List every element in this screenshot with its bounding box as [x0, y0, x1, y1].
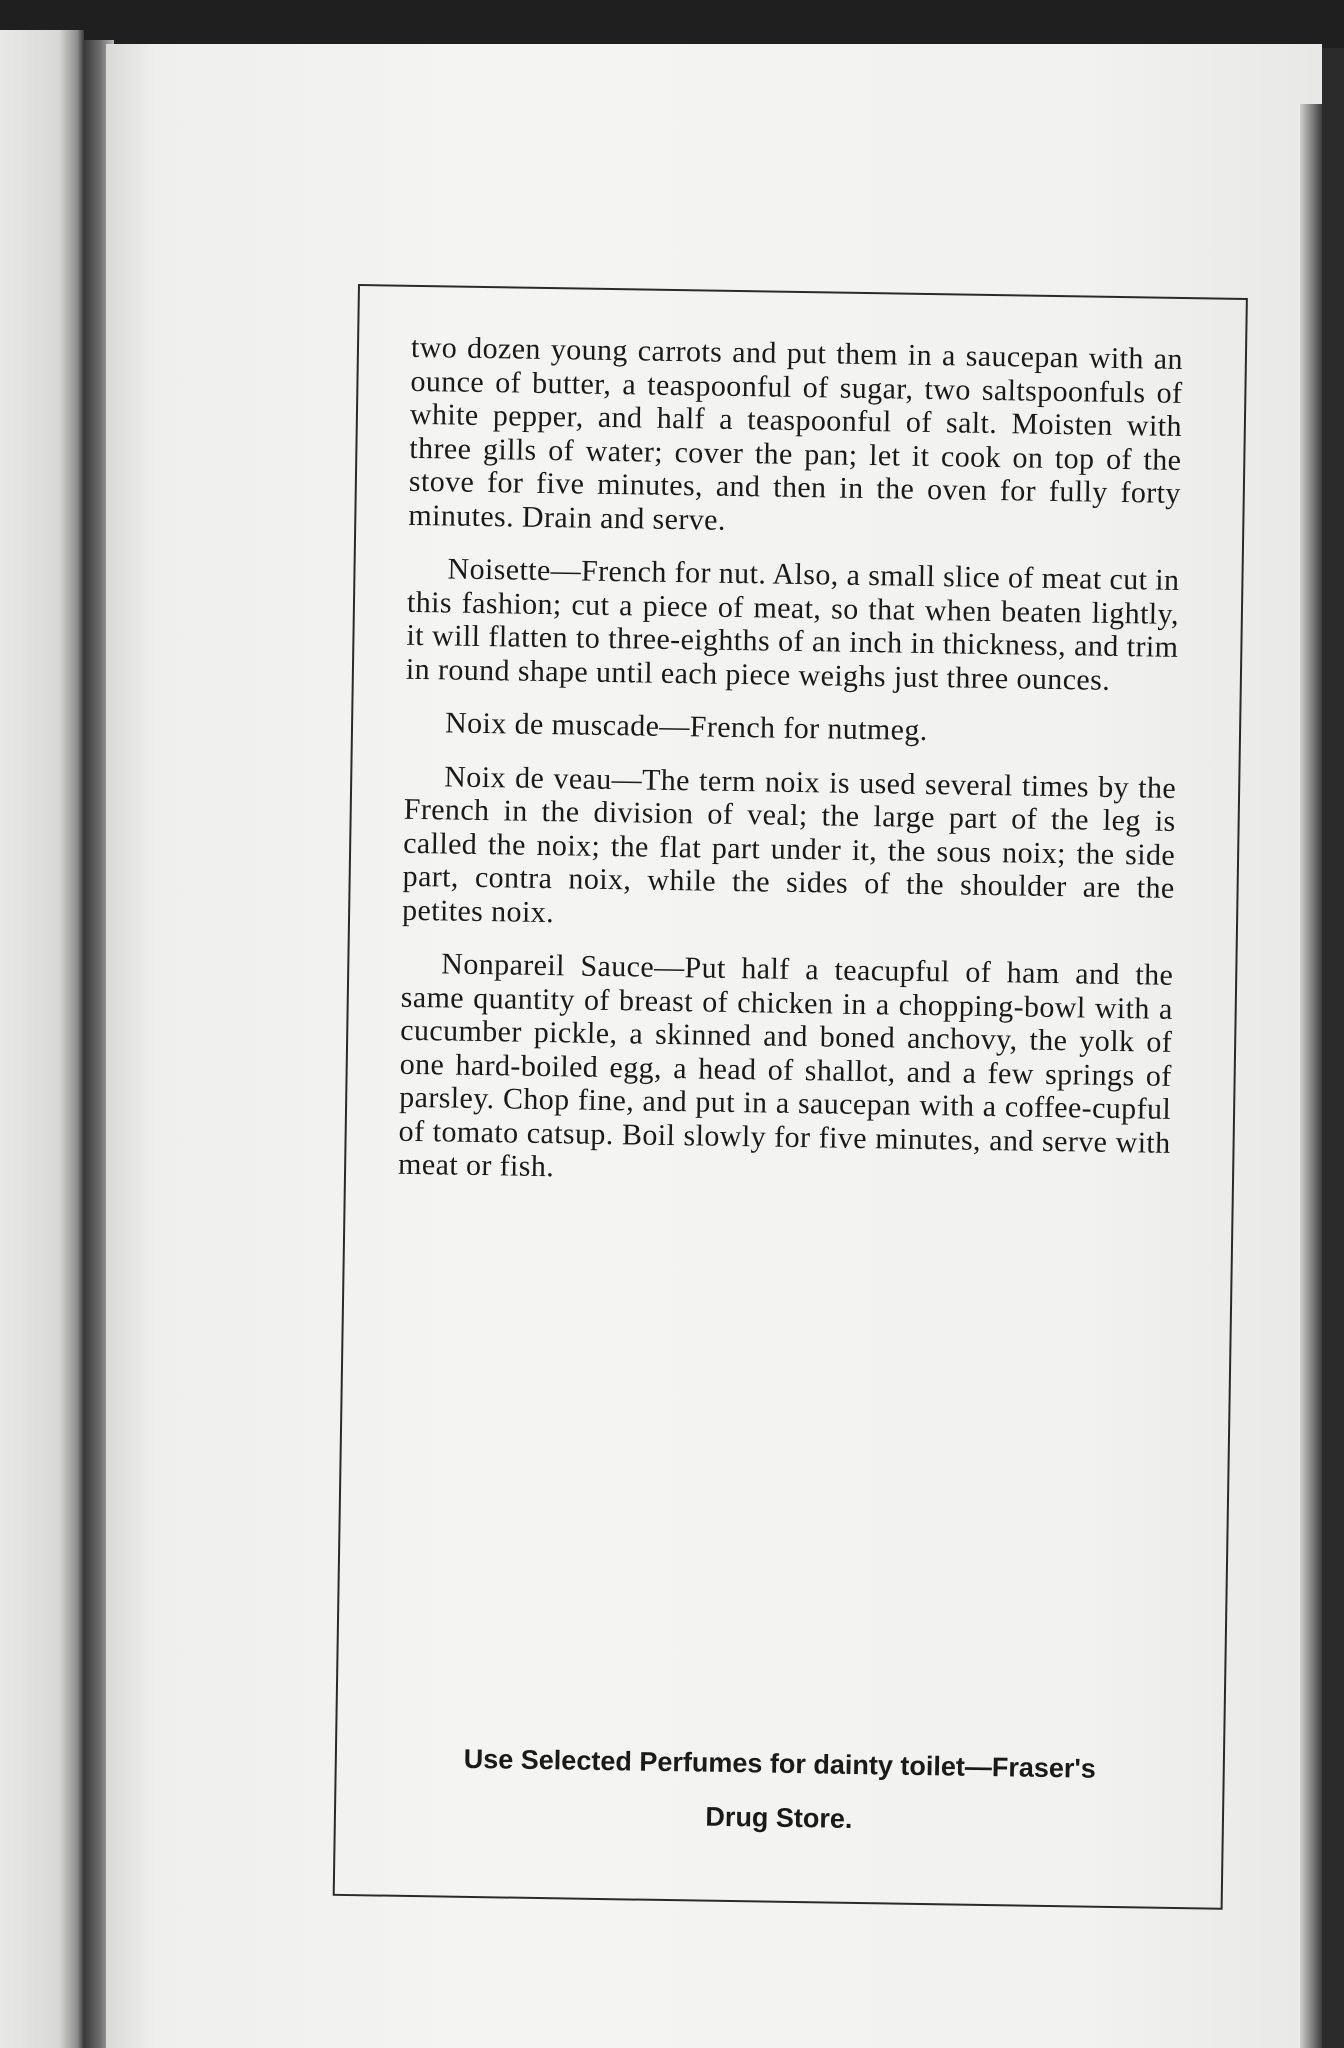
entry-carrots-continued: two dozen young carrots and put them in a saucepan with an ounce of butter, a teaspoonful of sugar, two saltspoonfuls of white pepper, and half a teaspoonful of salt. Moisten with three gills of water; cover the pan; let it cook on top of the stove for five minutes, and then in the oven for fully forty minutes. Drain and serve. [408, 330, 1184, 537]
entry-noisette: Noisette—French for nut. Also, a small slice of meat cut in this fashion; cut a piece of meat, so that when beaten lightly, it will flatten to three-eighths of an inch in thickness, and trim in round shape until each piece weighs just three ounces. [405, 552, 1180, 697]
advertisement-line-1: Use Selected Perfumes for dainty toilet—Fraser's [463, 1743, 1097, 1784]
entry-noix-de-muscade: Noix de muscade—French for nutmeg. [444, 706, 928, 748]
scanner-background [0, 0, 1344, 48]
entry-noix-de-veau: Noix de veau—The term noix is used several times by the French in the division of veal; the large part of the leg is called the noix; the flat part under it, the sous noix; the side part, contra noix, while the sides of the shoulder are the petites noix. [401, 759, 1177, 929]
facing-page-edge [0, 30, 84, 2048]
entry-nonpareil-sauce: Nonpareil Sauce—Put half a teacupful of ham and the same quantity of breast of chicken in a chopping-bowl with a cucumber pickle, a skinned and boned anchovy, the yolk of one hard-boiled egg, a head of shallot, and a few springs of parsley. Chop fine, and put in a saucepan with a coffee-cupful of tomato catsup. Boil slowly for five minutes, and serve with meat or fish. [397, 947, 1174, 1184]
page-body [398, 331, 1184, 1214]
book-page [106, 44, 1322, 2048]
page-edge-shadow [1300, 104, 1322, 2048]
advertisement-footer [376, 1730, 1184, 1851]
advertisement-line-2: Drug Store. [705, 1801, 853, 1834]
text-frame [333, 284, 1248, 1910]
